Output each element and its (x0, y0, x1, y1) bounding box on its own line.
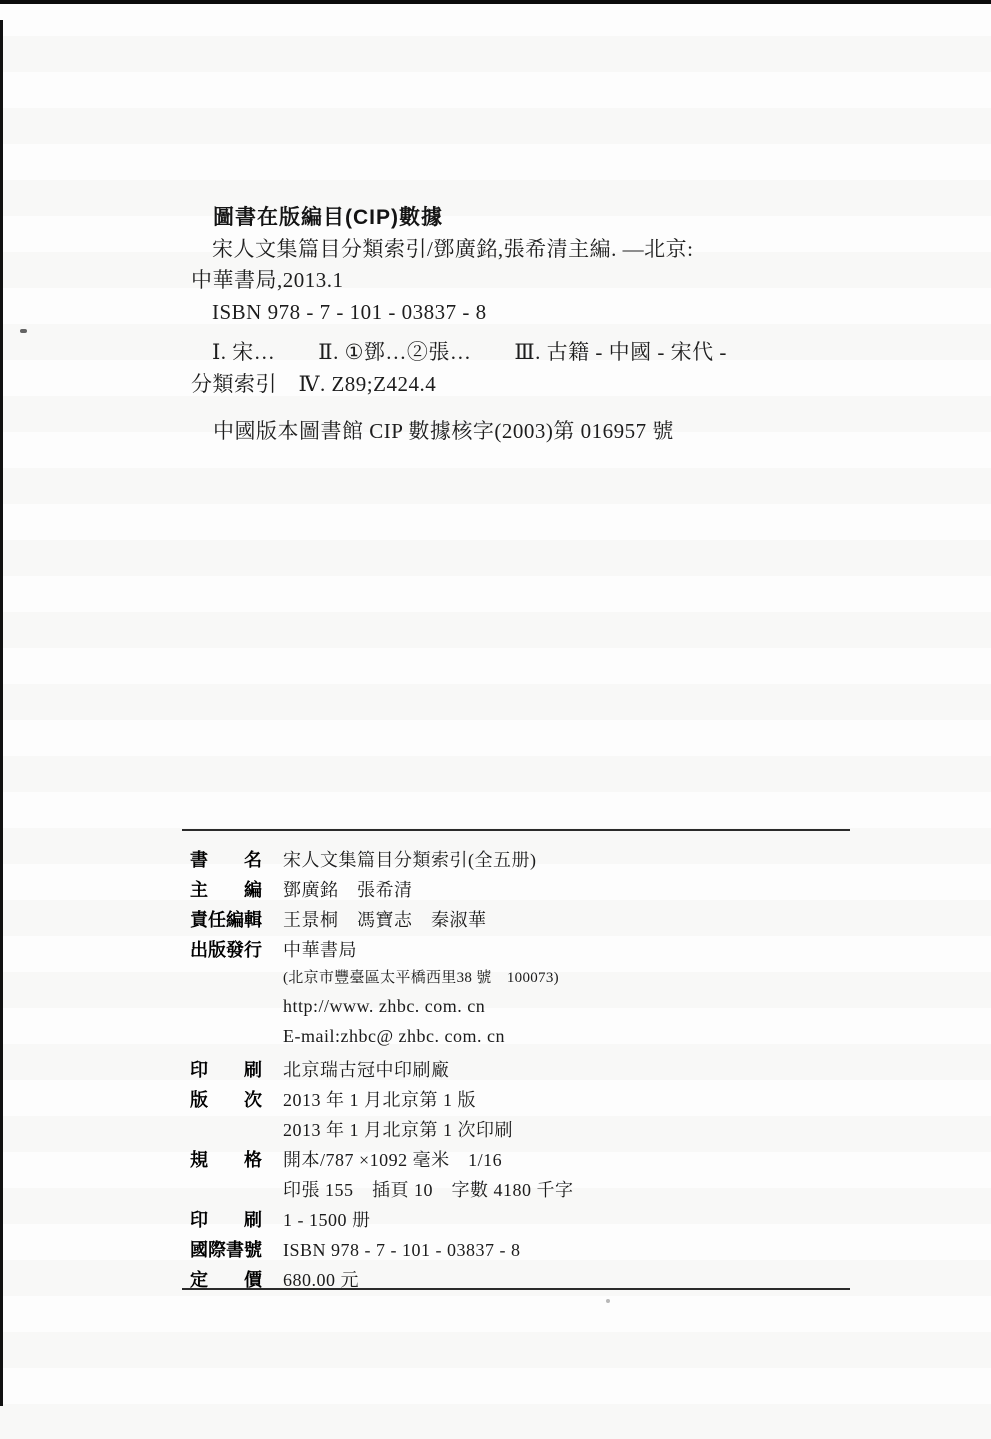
colophon-value: 1 - 1500 册 (283, 1210, 371, 1230)
colophon-value: 開本/787 ×1092 毫米 1/16 (283, 1150, 503, 1170)
colophon-row-isbn (190, 1236, 845, 1266)
cip-record-line: 中國版本圖書館 CIP 數據核字(2003)第 016957 號 (213, 419, 674, 443)
colophon-label: 書 名 (190, 850, 262, 870)
colophon-label: 責任編輯 (190, 910, 262, 930)
scan-edge-top (0, 0, 991, 4)
colophon-value: E-mail:zhbc@ zhbc. com. cn (283, 1026, 505, 1046)
colophon-label: 印 刷 (190, 1210, 262, 1230)
colophon-label: 定 價 (190, 1270, 262, 1290)
colophon-label: 印 刷 (190, 1060, 262, 1080)
colophon-row-sheets (190, 1176, 845, 1206)
colophon-label: 出版發行 (190, 940, 262, 960)
colophon-row-publisher (190, 936, 845, 966)
colophon-value: 鄧廣銘 張希清 (283, 880, 413, 900)
colophon-value: ISBN 978 - 7 - 101 - 03837 - 8 (283, 1240, 521, 1260)
colophon-value: 印張 155 插頁 10 字數 4180 千字 (283, 1180, 574, 1200)
colophon-row-printer (190, 1056, 845, 1086)
colophon-row-editor (190, 876, 845, 906)
colophon-row-print-run (190, 1206, 845, 1236)
colophon-row-title (190, 846, 845, 876)
colophon-row-printing (190, 1116, 845, 1146)
colophon-row-responsible-editors (190, 906, 845, 936)
cip-title: 圖書在版編目(CIP)數據 (213, 206, 443, 229)
scan-speck (20, 329, 27, 333)
colophon-rows (190, 846, 845, 1296)
cip-section (191, 202, 841, 448)
cip-entry-line: 宋人文集篇目分類索引/鄧廣銘,張希清主編. —北京: (212, 236, 694, 261)
colophon-row-website (190, 996, 845, 1026)
colophon-value: 北京瑞古冠中印刷廠 (283, 1060, 450, 1080)
colophon-value: 2013 年 1 月北京第 1 版 (283, 1090, 476, 1110)
colophon-value: http://www. zhbc. com. cn (283, 996, 486, 1016)
colophon-value: 680.00 元 (283, 1270, 359, 1290)
scan-edge-left (0, 20, 3, 1406)
divider-rule-top (182, 829, 850, 831)
colophon-value: 2013 年 1 月北京第 1 次印刷 (283, 1120, 513, 1140)
colophon-value: 中華書局 (283, 940, 357, 960)
colophon-row-edition (190, 1086, 845, 1116)
colophon-label: 規 格 (190, 1150, 262, 1170)
colophon-row-address (190, 966, 845, 996)
colophon-row-format (190, 1146, 845, 1176)
colophon-value: 王景桐 馮寶志 秦淑華 (283, 910, 487, 930)
colophon-row-price (190, 1266, 845, 1296)
colophon-label: 國際書號 (190, 1240, 262, 1260)
colophon-row-email (190, 1026, 845, 1056)
colophon-label: 主 編 (190, 880, 262, 900)
cip-entry-line: 中華書局,2013.1 (191, 268, 344, 292)
cip-class-line: Ⅰ. 宋… Ⅱ. ①鄧…②張… Ⅲ. 古籍 - 中國 - 宋代 - (212, 340, 727, 364)
cip-class-line: 分類索引 Ⅳ. Z89;Z424.4 (191, 371, 437, 396)
colophon-value: (北京市豐臺區太平橋西里38 號 100073) (283, 970, 559, 986)
colophon-value: 宋人文集篇目分類索引(全五册) (283, 850, 537, 870)
colophon-section (182, 829, 850, 1291)
divider-rule-bottom (182, 1288, 850, 1290)
cip-isbn-line: ISBN 978 - 7 - 101 - 03837 - 8 (212, 299, 487, 324)
scan-speck (606, 1299, 610, 1303)
colophon-label: 版 次 (190, 1090, 262, 1110)
